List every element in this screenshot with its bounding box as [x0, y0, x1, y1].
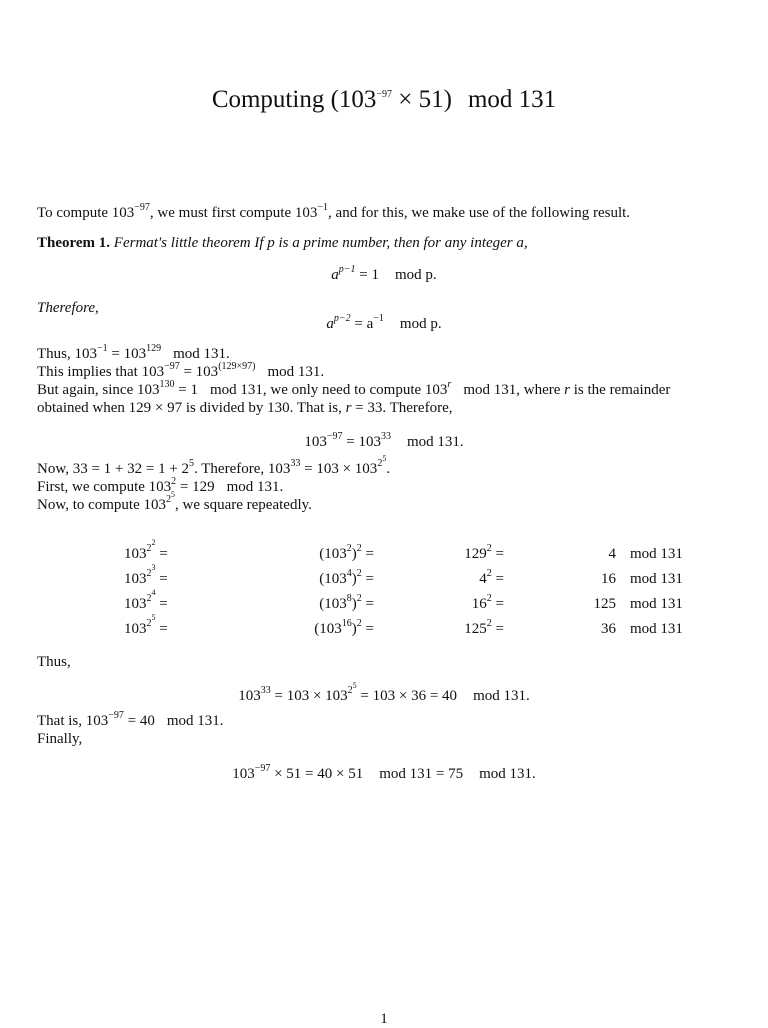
- mod-cell: mod 131: [630, 570, 683, 587]
- squaring-table: [118, 538, 700, 641]
- line-implies: This implies that $103^{-97} = 103^{(129\times 97)}$ mod 131.: [37, 361, 325, 380]
- power-cell: $103^{2^2}$ =: [124, 538, 168, 562]
- line-but-again: But again, since $103^{130} = 1$ mod 131, we only need to compute 103$^r$ mod 131, where r is the remainder: [37, 379, 671, 398]
- line-thus: Thus, $103^{-1} = 103^{129}$ mod 131.: [37, 343, 230, 362]
- power-cell: $103^{2^5}$ =: [124, 613, 168, 637]
- theorem-text: Fermat's little theorem If p is a prime number, then for any integer a,: [113, 235, 528, 251]
- page-title: [0, 84, 768, 116]
- equation-reduced: $103^{-97} = 103^{33}$ mod 131.: [304, 431, 464, 450]
- equation-final: $103^{-97} \times 51 = 40 \times 51$ mod 131 = 75 mod 131.: [232, 763, 536, 782]
- line-now-33: Now, $33 = 1 + 32 = 1 + 2^5$. Therefore, $103^{33} = 103 \times 103^{2^5}$.: [37, 453, 391, 477]
- square-expression-cell: $(103^2)^2$ =: [319, 542, 374, 562]
- line-that-is: That is, $103^{-97} = 40$ mod 131.: [37, 710, 224, 729]
- mod-cell: mod 131: [630, 620, 683, 637]
- reduced-square-cell: $4^2$ =: [479, 567, 504, 587]
- title-exponent: −97: [376, 88, 393, 100]
- square-expression-cell: $(103^4)^2$ =: [319, 567, 374, 587]
- table-row: [118, 591, 700, 616]
- title-text: Computing (103: [211, 86, 377, 113]
- value-cell: 16: [601, 570, 616, 587]
- therefore-label: Therefore,: [37, 300, 99, 316]
- power-cell: $103^{2^4}$ =: [124, 588, 168, 612]
- conclusion-lines: [37, 712, 737, 748]
- square-expression-cell: $(103^8)^2$ =: [319, 592, 374, 612]
- equation-combine: $103^{33} = 103 \times 103^{2^5} = 103 \times 36 = 40$ mod 131.: [238, 680, 530, 704]
- equation-inverse: $a^{p-2} = a^{-1}$ mod p.: [326, 313, 442, 332]
- page-number: 1: [380, 1011, 388, 1027]
- mod-cell: mod 131: [630, 595, 683, 612]
- intro-paragraph: To compute $103^{-97}$, we must first compute $103^{-1}$, and for this, we make use of the following result.: [37, 202, 631, 221]
- table-row: [118, 541, 700, 566]
- decomposition-lines: [37, 453, 737, 514]
- reduced-square-cell: $125^2$ =: [464, 617, 504, 637]
- value-cell: 4: [608, 545, 616, 562]
- theorem-label: Theorem 1.: [37, 235, 111, 251]
- square-expression-cell: $(103^{16})^2$ =: [314, 617, 374, 637]
- line-first: First, we compute $103^2 = 129$ mod 131.: [37, 476, 284, 495]
- thus-label: Thus,: [37, 654, 71, 670]
- table-row: [118, 566, 700, 591]
- value-cell: 125: [593, 595, 616, 612]
- line-obtained: obtained when 129 × 97 is divided by 130. That is, r = 33. Therefore,: [37, 400, 453, 416]
- derivation-lines: [37, 345, 737, 417]
- power-cell: $103^{2^3}$ =: [124, 563, 168, 587]
- value-cell: 36: [601, 620, 616, 637]
- equation-fermat: $a^{p-1} = 1$ mod p.: [331, 264, 437, 283]
- table-row: [118, 616, 700, 641]
- reduced-square-cell: $129^2$ =: [464, 542, 504, 562]
- title-mod: mod 131: [467, 86, 557, 113]
- title-text-post: × 51): [392, 86, 452, 113]
- line-finally: Finally,: [37, 731, 83, 747]
- line-square: Now, to compute $103^{2^5}$, we square repeatedly.: [37, 489, 312, 513]
- theorem: [37, 234, 737, 252]
- mod-cell: mod 131: [630, 545, 683, 562]
- reduced-square-cell: $16^2$ =: [471, 592, 504, 612]
